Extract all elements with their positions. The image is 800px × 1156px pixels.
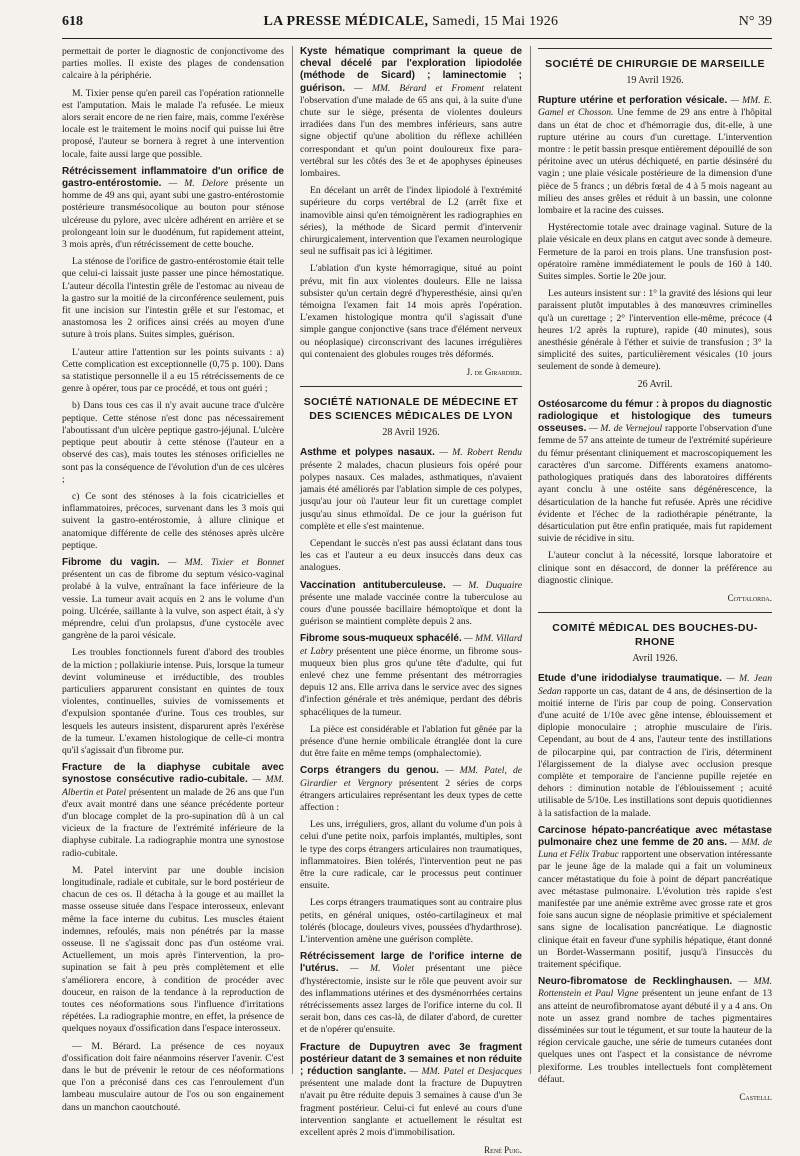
article-title: Asthme et polypes nasaux. bbox=[300, 447, 435, 459]
signature: Castelli. bbox=[739, 1092, 772, 1103]
article-title: Rétrécissement inflammatoire d'un orifice de gastro-entérostomie. bbox=[62, 165, 284, 190]
paragraph: c) Ce sont des sténoses à la fois cicatricielles et inflammatoires, précoces, survenant dans les 3 mois qui suivent la gastro-entérostomie, à allure clinique et anatomique différente de celle des sténoses après ulcère peptique. bbox=[62, 490, 284, 551]
paragraph: Les auteurs insistent sur : 1° la gravité des lésions qui leur paraissent plutôt imputables à des manœuvres criminelles qu'à un curettage ; 2° l'intervention elle-même, précoce (4 heures 1/2 après la rupture), rapide (40 minutes), sous anesthésie générale à l'éther et suivie de transfusion ; 3° la simplicité des suites, particulièrement vésicales (10 jours seulement de sonde à demeure). bbox=[538, 288, 772, 373]
article-authors: — M. Violet bbox=[349, 963, 415, 975]
article-neurofibromatose bbox=[538, 976, 772, 1086]
paragraph: M. Patel intervint par une double incision longitudinale, radiale et cubitale, sur le bord postérieur de chacun de ces os. Il détacha à la gouge et au maillet la masse osseuse située dans l'espace interosseux, enlevant même la face interne du cubitus. Les muscles étaient indemnes, refoulés, mais non pénétrés par la masse osseuse. Il ne s'agissait donc pas d'un ostéome vrai. Actuellement, un mois après l'intervention, la pro-supination se fait à peu près complètement et elle s'améliorera encore, à condition de procéder avec douceur, en raison de la tendance à la reproduction de toutes ces néoformations sous l'influence d'irritations répétées. La radiographie montre, en effet, la présence de quelques noyaux d'ossification dans l'espace interosseux. bbox=[62, 864, 284, 1035]
column-divider bbox=[530, 46, 531, 1074]
article-gastro bbox=[62, 166, 284, 251]
paragraph: Les corps étrangers traumatiques sont au contraire plus petits, en général uniques, ostéo-cartilagineux et mal tolérés (blocage, douleurs vives, poussées d'hydarthrose). L'intervention amène une guérison complète. bbox=[300, 897, 522, 945]
article-title: Fibrome du vagin. bbox=[62, 556, 160, 568]
column-3 bbox=[538, 46, 773, 1103]
article-body: présentent un cas de fibrome du septum vésico-vaginal prolabé à la vulve, entraînant la face inférieure de la vessie. La tumeur avait acquis en 2 ans le volume d'un poing. Ulcérée, saillante à la vulve, son aspect était, à s'y méprendre, celui d'un prolapsus, d'une cystocèle avec gangrène de la paroi vésicale. bbox=[62, 569, 284, 642]
article-fibrome-sous-muqueux bbox=[300, 633, 522, 718]
section-rule bbox=[538, 48, 772, 49]
session-date: 28 Avril 1926. bbox=[382, 427, 440, 439]
signature: J. de Girardier. bbox=[466, 367, 522, 378]
article-body: rapportent une observation intéressante par le jeune âge de la malade qui a fait un volumineux cancer métastatique du foie à point de départ pancréatique avec métastase pulmonaire. L'évolution très rapide s'est manifestée par une anémie extrême avec grosse rate et gros foie sans aucun signe de néoplasie primitive et spécialement sans signe de localisation pancréatique. Le diagnostic clinique était en faveur d'une syphilis hépatique, étant donné un Bordet-Wassermann positif, jusqu'à l'insuccès du traitement spécifique. bbox=[538, 849, 772, 970]
article-authors: — MM. Albertin et Patel bbox=[62, 774, 285, 798]
article-body: relatent l'observation d'une malade de 65 ans qui, à la suite d'une chute sur le siège, présenta de violentes douleurs irradiées dans l'un des membres inférieurs, sans autre signe objectif qu'une abolition du réflexe achilléen correspondant et qu'un point douloureux fixe para-vertébral sur les côtés des 3e et 4e apophyses épineuses lombaires. bbox=[300, 82, 523, 180]
article-title: Kyste hématique comprimant la queue de cheval décelé par l'exploration lipiodolée (méthode de Sicard) ; laminectomie ; guérison. bbox=[300, 46, 522, 94]
article-carcinose bbox=[538, 825, 772, 971]
signature: Cottalorda. bbox=[727, 592, 772, 603]
paragraph: M. Tixier pense qu'en pareil cas l'opération rationnelle est l'amputation. Mais le malade l'a refusée. Le mieux alors serait encore de ne rien faire, mais, comme l'exérèse locale est le traitement le moins nocif qui puisse lui être proposé, l'auteur se bornera à regret à une intervention locale, faite aussi large que possible. bbox=[62, 87, 284, 160]
article-body: présente une malade vaccinée contre la tuberculose au cours d'une poussée bacillaire hémoptoïque et dont la guérison se maintient complète depuis 2 ans. bbox=[300, 591, 522, 628]
article-body: présentent un malade de 26 ans que l'un d'eux avait montré dans une séance précédente porteur d'un blocage complet de la pro-supination dû à un cal vicieux de la fracture de l'extrémité inférieure de la diaphyse cubitale. La radiographie montra une synostose radio-cubitale. bbox=[62, 786, 284, 859]
article-body: présentent un jeune enfant de 13 ans atteint de neurofibromatose ayant débuté il y a 4 ans. On note un assez grand nombre de taches pigmentaires disséminées sur tout le tégument, et sur toute la hauteur de la région cervicale gauche, une série de tumeurs cutanées dont quelques unes ont l'aspect et la consistance de névrome plexiforme. Les troubles intellectuels font complètement défaut. bbox=[538, 988, 772, 1085]
society-heading: COMITÉ MÉDICAL DES BOUCHES-DU-RHONE bbox=[552, 622, 758, 649]
article-authors: — MM. Tixier et Bonnet bbox=[167, 556, 284, 568]
article-authors: — MM. Bérard et Froment bbox=[354, 82, 485, 94]
article-body: présentant une pièce d'hystérectomie, insiste sur le rôle que peuvent avoir sur des inflammations utérines et des dysménorrhées certains rétrécissements assez larges de l'orifice interne du col. Il serait bon, dans ces cas-là, de dilater d'abord, de curetter et de n'opérer qu'ensuite. bbox=[300, 963, 523, 1036]
article-title: Neuro-fibromatose de Recklinghausen. bbox=[538, 976, 733, 988]
article-rupture-uterine bbox=[538, 95, 772, 217]
article-body: présente un homme de 49 ans qui, ayant subi une gastro-entérostomie postérieure transmésocolique au bouton pour sténose ulcéreuse du pylore, avec ulcère adhérent en arrière et se prolongeant loin sur le duodénum, fut rapidement atteint, 3 mois après, d'un rétrécissement de cette bouche. bbox=[62, 178, 284, 251]
article-title: Carcinose hépato-pancréatique avec métastase pulmonaire chez une femme de 20 ans. bbox=[538, 824, 772, 848]
paragraph: La pièce est considérable et l'ablation fut gênée par la présence d'une hernie ombilicale étranglée dont la cure dut être faite en même temps (omphalectomie). bbox=[300, 723, 522, 760]
society-heading: SOCIÉTÉ DE CHIRURGIE DE MARSEILLE bbox=[545, 58, 765, 70]
session-date: Avril 1926. bbox=[632, 653, 678, 665]
column-1 bbox=[62, 46, 285, 1113]
signature: René Puig. bbox=[484, 1145, 522, 1156]
article-title: Fracture de la diaphyse cubitale avec synostose consécutive radio-cubitale. bbox=[62, 762, 284, 786]
page-number: 618 bbox=[62, 14, 83, 29]
paragraph: Les uns, irréguliers, gros, allant du volume d'un pois à celui d'une petite noix, parfois implantés, multiples, sont le type des corps étrangers articulaires non traumatiques, inflammatoires. Bien tolérés, l'intervention peut ne pas être la cure radicale, car le processus peut continuer ensuite. bbox=[300, 819, 522, 892]
article-osteosarcome bbox=[538, 399, 772, 545]
article-title: Corps étrangers du genou. bbox=[300, 765, 439, 777]
article-title: Ostéosarcome du fémur : à propos du diagnostic radiologique et histologique des tumeurs osseuses. bbox=[538, 398, 772, 435]
article-authors: — M. Robert Rendu bbox=[439, 447, 522, 459]
article-authors: — M. Jean Sedan bbox=[538, 673, 773, 697]
article-title: Fibrome sous-muqueux sphacélé. bbox=[300, 633, 462, 645]
section-rule bbox=[538, 612, 772, 613]
society-heading: SOCIÉTÉ NATIONALE DE MÉDECINE ET DES SCIENCES MÉDICALES DE LYON bbox=[303, 396, 519, 423]
article-authors: — M. Delore bbox=[168, 178, 229, 190]
article-title: Fracture de Dupuytren avec 3e fragment postérieur datant de 3 semaines et non réduite ; réduction sanglante. bbox=[300, 1041, 522, 1078]
article-dupuytren bbox=[300, 1042, 522, 1140]
article-title: Vaccination antituberculeuse. bbox=[300, 579, 446, 591]
article-title: Rupture utérine et perforation vésicale. bbox=[538, 95, 728, 107]
paragraph: permettait de porter le diagnostic de conjonctivome des parties molles. Il existe des plages de condensation calcaire à la périphérie. bbox=[62, 46, 284, 82]
article-asthme bbox=[300, 447, 522, 532]
article-kyste bbox=[300, 46, 522, 180]
paragraph: L'ablation d'un kyste hémorragique, situé au point prévu, mit fin aux violentes douleurs. Elle ne laissa subsister qu'un certain degré d'hyperesthésie, ainsi qu'en témoigna l'examen fait 14 mois après l'opération. L'examen histologique montra qu'il s'agissait d'une simple gangue conjonctive (sans trace d'élément nerveux ou néoplasique) circonscrivant des lacunes irrégulières qui contenaient des globules rouges très déformés. bbox=[300, 263, 522, 360]
article-body: présentent une malade dont la fracture de Dupuytren n'avait pu être réduite depuis 3 semaines à cause d'un 3e fragment postérieur. Celui-ci fut enlevé au cours d'une intervention sanglante et actuellement le résultat est excellent après 2 mois d'immobilisation. bbox=[300, 1078, 522, 1139]
article-fibrome-vagin bbox=[62, 557, 284, 642]
paragraph: — M. Bérard. La présence de ces noyaux d'ossification doit faire néanmoins réserver l'avenir. C'est dans le but de prévenir le retour de ces néoformations que l'on a préconisé dans ces cas l'enroulement d'un lambeau musculaire autour de l'os ou son engainement dans un manchon caoutchouté. bbox=[62, 1040, 284, 1113]
column-2 bbox=[300, 46, 523, 1156]
paragraph: Les troubles fonctionnels furent d'abord des troubles de la miction ; pollakiurie intense. Puis, lorsque la tumeur devint volumineuse et irréductible, des troubles particuliers apparurent consistant en quintes de toux violentes, continuelles, suivies de vomissements et d'expulsion spontanée d'urine. Tous ces troubles, sur lesquels les auteurs insistent, disparurent après l'exérèse de la tumeur. L'examen histologique de celle-ci montra qu'il s'agissait d'un fibrome pur. bbox=[62, 647, 284, 756]
article-body: rapporte un cas, datant de 4 ans, de désinsertion de la moitié interne de l'iris par coup de poing. Conservation d'une acuité de 1/10e avec gêne intense, éblouissement et diplopie monoculaire ; atrophie musculaire de l'iris. Cependant, au bout de 4 ans, l'auteur tente des instillations de pilocarpine qui, par contraction de l'iris, déterminent l'élargissement de la dialyse avec occlusion presque complète et temporaire de l'ancienne pupille rejetée en dehors : diminution notable de l'éblouissement ; acuité utilisable de 5/10e. Les instillations sont depuis quotidiennes à la satisfaction de la malade. bbox=[538, 685, 772, 819]
article-iridodialyse bbox=[538, 673, 772, 819]
article-authors: — MM. E. Gamel et Chosson. bbox=[538, 95, 772, 119]
paragraph: L'auteur attire l'attention sur les points suivants : a) Cette complication est exceptionnelle (0,75 p. 100). Dans sa statistique personnelle il a eu 15 rétrécissements de ce genre à opérer, tous par ce procédé, et tous ont guéri ; bbox=[62, 346, 284, 395]
journal-title: LA PRESSE MÉDICALE, bbox=[263, 14, 429, 29]
article-authors: — MM. Villard et Labry bbox=[300, 633, 522, 657]
header-rule bbox=[62, 38, 772, 39]
article-authors: — MM. Patel et Desjacques bbox=[409, 1066, 522, 1078]
paragraph: Hystérectomie totale avec drainage vaginal. Suture de la plaie vésicale en deux plans en catgut avec sonde à demeure. Fermeture de la paroi en trois plans. Une transfusion post-opératoire ramène immédiatement le pouls de 160 à 140. Suites simples. Sortie le 20e jour. bbox=[538, 222, 772, 283]
article-retrecissement-uterus bbox=[300, 951, 522, 1036]
journal-header bbox=[263, 14, 558, 30]
article-title: Rétrécissement large de l'orifice interne de l'utérus. bbox=[300, 951, 522, 975]
session-date: 26 Avril. bbox=[637, 378, 673, 390]
paragraph: Cependant le succès n'est pas aussi éclatant dans tous les cas et l'auteur a eu deux insuccès dans deux cas analogues. bbox=[300, 537, 522, 574]
article-authors: — MM. Patel, de Girardier et Vergnory bbox=[300, 765, 523, 789]
paragraph: b) Dans tous ces cas il n'y avait aucune trace d'ulcère peptique. Cette sténose n'est donc pas nécessairement l'aboutissant d'un ulcère peptique gastro-jéjunal. L'ulcère peptique peut aboutir à cette sténose (l'auteur en a observé des cas), mais toutes les sténoses orificielles ne sont pas la conséquence de l'évolution d'un de ces ulcères ; bbox=[62, 400, 284, 485]
running-header bbox=[62, 14, 772, 36]
issue-number: N° 39 bbox=[738, 14, 772, 29]
session-date: 19 Avril 1926. bbox=[626, 75, 684, 86]
article-authors: — MM. Rottenstein et Paul Vigne bbox=[538, 976, 772, 1000]
article-vaccination bbox=[300, 580, 522, 629]
article-body: présente 2 malades, chacun plusieurs fois opéré pour polypes nasaux. Ces malades, asthmatiques, n'avaient jamais été améliorés par l'ablation simple de ces polypes, jusqu'au jour où l'auteur leur fit un curettage complet jusqu'au sinus ethmoïdal. De ce jour la guérison fut complète et elle s'est maintenue. bbox=[300, 459, 522, 532]
article-body: présentent 2 séries de corps étrangers articulaires représentant les deux types de cette affection : bbox=[300, 777, 522, 813]
article-authors: — MM. de Luna et Félix Trabuc bbox=[538, 836, 772, 861]
column-divider bbox=[292, 46, 293, 1074]
article-authors: — M. Duquaire bbox=[452, 579, 523, 591]
article-body: Une femme de 29 ans entre à l'hôpital dans un état de choc et d'hémorragie dus, dit-elle, à une rupture utérine au cours d'un curettage. L'intervention montre : le petit bassin presque entièrement dépouillé de son péritoine avec un utérus déchiqueté, en partie désinséré du vagin ; une plaie vésicale postérieure de la dimension d'une pièce de 5 francs ; un débris fœtal de 4 à 5 mois nageant au milieu des anses grêles et réduit à un bassin, une colonne lombaire et la racine des cuisses. bbox=[538, 107, 772, 217]
article-authors: — M. de Vernejoul bbox=[589, 423, 663, 435]
article-title: Etude d'une iridodialyse traumatique. bbox=[538, 673, 722, 685]
paragraph: L'auteur conclut à la nécessité, lorsque laboratoire et clinique sont en désaccord, de donner la préférence au diagnostic clinique. bbox=[538, 550, 772, 586]
article-body: rapporte l'observation d'une femme de 57 ans atteinte de tumeur de l'extrémité supérieure du fémur présentant cliniquement et macroscopiquement les caractères d'un sarcome. Différents examens anatomo-pathologiques pratiqués dans des laboratoires différents ayant conclu à une ostéite sans dégénérescence, la désarticulation de la hanche fut refusée. Après une récidive évidente et l'échec de la radiothérapie pénétrante, la désarticulation put être enfin pratiquée, mais fut rapidement suivie de récidive in situ. bbox=[538, 423, 772, 545]
paragraph: La sténose de l'orifice de gastro-entérostomie était telle que celui-ci laissait juste passer une pince hémostatique. L'auteur décolla l'intestin grêle de l'estomac au niveau de la gastro sur la moitié de la circonférence seulement, puis fit une incision sur l'intestin grêle et sur l'estomac, et anastomosa les 2 orifices ainsi créés au moyen d'une suture à trois plans. Suites simples, guérison. bbox=[62, 256, 284, 341]
article-fracture-cubitale bbox=[62, 762, 284, 860]
article-corps-etrangers bbox=[300, 765, 522, 814]
issue-date: Samedi, 15 Mai 1926 bbox=[432, 14, 559, 29]
paragraph: En décelant un arrêt de l'index lipiodolé à l'extrémité supérieure du corps vertébral de L2 (arrêt fixe et inamovible ainsi qu'en témoignèrent les radiographies en séries), la méthode de Sicard permit d'intervenir chirurgicalement, intervention que l'examen neurologique seul ne suffisait pas ici à légitimer. bbox=[300, 185, 522, 258]
article-body: présentent une pièce énorme, un fibrome sous-muqueux bien plus gros qu'une tête d'adulte, qui fut enlevé chez une femme présentant des métrorragies depuis 12 ans. Elle arriva dans le service avec des signes d'infection générale et très anémique, perdant des débris sphacéliques de la tumeur. bbox=[300, 645, 522, 718]
section-rule bbox=[300, 386, 522, 387]
